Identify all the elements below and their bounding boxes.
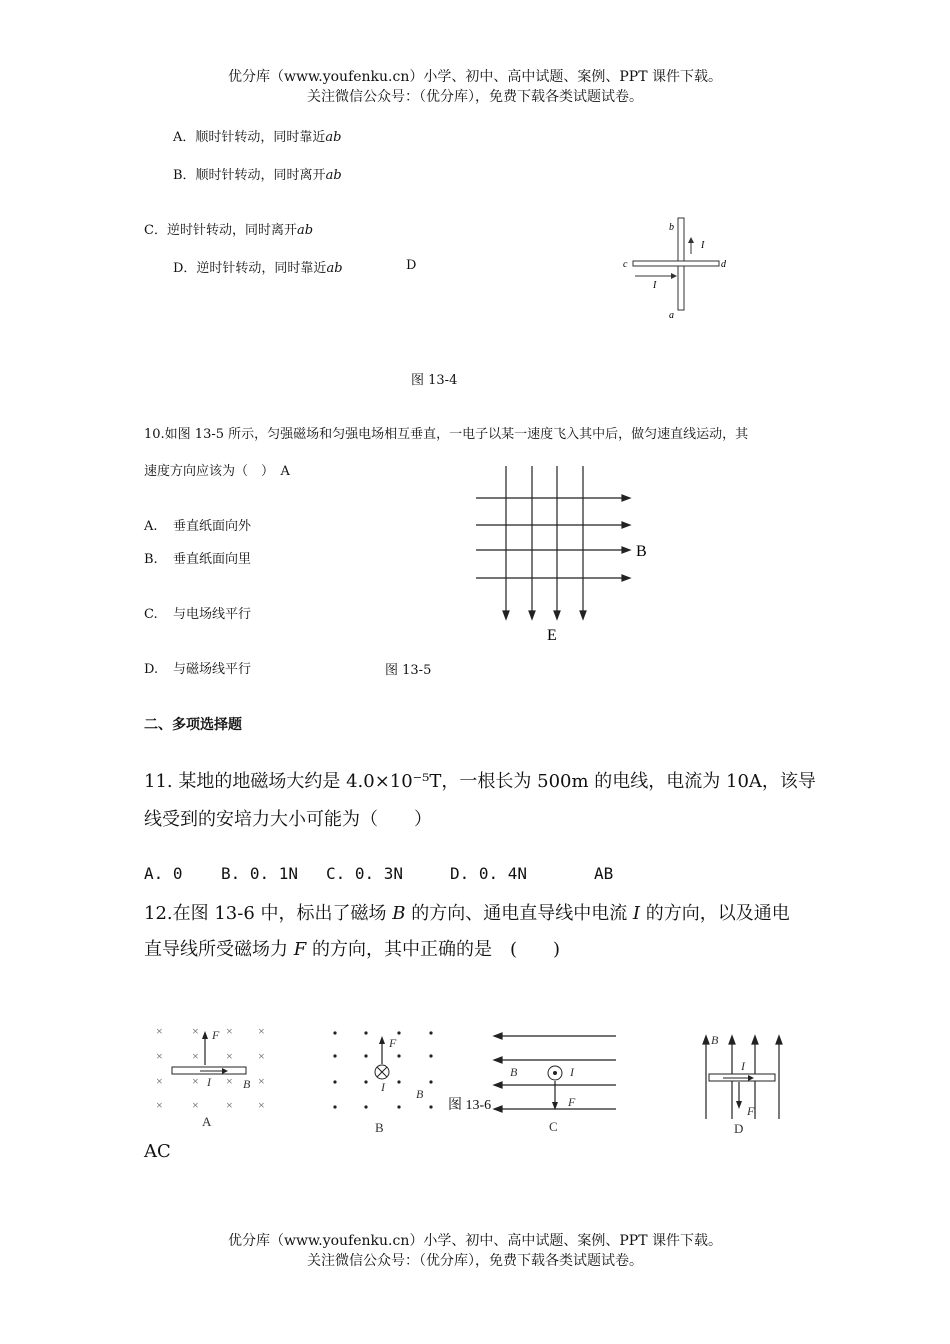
panel-d-label: D bbox=[734, 1121, 744, 1136]
q12-answer: AC bbox=[144, 1141, 171, 1162]
q12-l2-a: 直导线所受磁场力 bbox=[144, 939, 294, 960]
panel-c-i: I bbox=[570, 1065, 574, 1079]
q11-option-b: B. 0. 1N bbox=[221, 864, 299, 883]
figure-13-5-caption: 图 13-5 bbox=[385, 663, 432, 678]
panel-c bbox=[494, 1033, 616, 1134]
q9-option-b-var: ab bbox=[325, 168, 342, 183]
label-b: b bbox=[669, 222, 674, 233]
label-i-bottom: I bbox=[653, 280, 657, 291]
header-line-2: 关注微信公众号：（优分库），免费下载各类试题试卷。 bbox=[307, 89, 643, 105]
figure-13-6 bbox=[140, 1015, 810, 1140]
panel-d bbox=[703, 1033, 782, 1136]
q10-line-2: 速度方向应该为（ ） A bbox=[144, 464, 290, 479]
panel-c-b: B bbox=[510, 1065, 518, 1079]
q12-line-1 bbox=[144, 899, 790, 925]
panel-b-b: B bbox=[416, 1087, 424, 1101]
footer-line-2: 关注微信公众号：（优分库），免费下载各类试题试卷。 bbox=[307, 1253, 643, 1269]
label-i-top: I bbox=[701, 240, 705, 251]
svg-text:×: × bbox=[192, 1098, 199, 1112]
q10-option-a bbox=[144, 515, 251, 534]
svg-text:×: × bbox=[192, 1074, 199, 1088]
figure-13-5 bbox=[470, 462, 660, 652]
q9-option-a bbox=[173, 126, 341, 145]
label-c: c bbox=[623, 259, 628, 270]
svg-text:×: × bbox=[156, 1098, 163, 1112]
q12-line-2 bbox=[144, 935, 560, 961]
q12-l1-b: B bbox=[392, 903, 406, 924]
panel-a bbox=[156, 1024, 265, 1129]
q10-option-a-key: A. bbox=[144, 519, 158, 534]
figure-13-6-caption: 图 13-6 bbox=[448, 1098, 492, 1113]
panel-a-label: A bbox=[202, 1114, 212, 1129]
footer-line-1: 优分库（www.youfenku.cn）小学、初中、高中试题、案例、PPT 课件下载。 bbox=[227, 1233, 722, 1249]
panel-b bbox=[333, 1031, 432, 1135]
label-b-field: B bbox=[636, 543, 647, 560]
q10-line-1: 10.如图 13-5 所示，匀强磁场和匀强电场相互垂直，一电子以某一速度飞入其中后，做匀速直线运动，其 bbox=[144, 427, 749, 442]
q9-option-d bbox=[173, 257, 343, 276]
panel-d-b: B bbox=[711, 1033, 719, 1047]
q10-option-d-key: D. bbox=[144, 662, 159, 677]
panel-d-i: I bbox=[741, 1059, 745, 1073]
q11-line-1: 11. 某地的地磁场大约是 4.0×10⁻⁵T，一根长为 500m 的电线，电流为 10A，该导 bbox=[144, 771, 816, 792]
q10-option-b-key: B. bbox=[144, 552, 158, 567]
q10-option-c-text: 与电场线平行 bbox=[173, 607, 252, 622]
q9-option-a-var: ab bbox=[325, 130, 342, 145]
current-arrowhead-right bbox=[671, 273, 677, 279]
header-line-1: 优分库（www.youfenku.cn）小学、初中、高中试题、案例、PPT 课件下载。 bbox=[227, 69, 722, 85]
q10-option-a-text: 垂直纸面向外 bbox=[173, 519, 252, 534]
b-field-lines bbox=[476, 495, 630, 581]
q12-l2-c: 的方向，其中正确的是 ( ) bbox=[306, 939, 560, 960]
panel-b-f: F bbox=[389, 1036, 397, 1050]
q12-l2-b: F bbox=[293, 939, 307, 960]
q12-l1-a: 12.在图 13-6 中，标出了磁场 bbox=[144, 903, 393, 924]
q9-option-d-text: D．逆时针转动，同时靠近 bbox=[173, 261, 327, 276]
panel-c-f: F bbox=[568, 1095, 576, 1109]
q9-option-d-var: ab bbox=[326, 261, 343, 276]
q9-option-c bbox=[144, 219, 313, 238]
label-d: d bbox=[721, 259, 726, 270]
q10-option-b-text: 垂直纸面向里 bbox=[173, 552, 252, 567]
current-arrowhead-up bbox=[688, 237, 694, 243]
e-field-lines bbox=[503, 466, 586, 619]
svg-text:×: × bbox=[192, 1049, 199, 1063]
label-a: a bbox=[669, 310, 674, 321]
panel-b-label: B bbox=[375, 1120, 384, 1135]
wire-cd bbox=[633, 261, 719, 266]
panel-c-label: C bbox=[549, 1119, 558, 1134]
svg-text:×: × bbox=[192, 1024, 199, 1038]
label-e-field: E bbox=[547, 627, 557, 644]
q10-option-b bbox=[144, 548, 251, 567]
panel-a-f: F bbox=[212, 1028, 220, 1042]
q10-option-d bbox=[144, 658, 251, 677]
q12-l1-e: 的方向，以及通电 bbox=[640, 903, 790, 924]
svg-text:×: × bbox=[258, 1098, 265, 1112]
q9-option-b bbox=[173, 164, 342, 183]
q10-option-c-key: C. bbox=[144, 607, 158, 622]
svg-text:×: × bbox=[258, 1024, 265, 1038]
svg-text:×: × bbox=[156, 1024, 163, 1038]
q9-option-b-text: B．顺时针转动，同时离开 bbox=[173, 168, 326, 183]
panel-a-b: B bbox=[243, 1077, 251, 1091]
q9-option-c-text: C．逆时针转动，同时离开 bbox=[144, 223, 297, 238]
q11-option-a: A. 0 bbox=[144, 864, 183, 883]
q11-option-d: D. 0. 4N bbox=[450, 864, 528, 883]
q11-answer: AB bbox=[594, 864, 614, 883]
figure-13-4-caption: 图 13-4 bbox=[411, 373, 458, 388]
q10-option-c bbox=[144, 603, 251, 622]
q12-l1-d: I bbox=[632, 903, 641, 924]
panel-a-i: I bbox=[207, 1075, 211, 1089]
svg-text:×: × bbox=[226, 1024, 233, 1038]
q11-option-c: C. 0. 3N bbox=[326, 864, 404, 883]
q11-line-2: 线受到的安培力大小可能为（ ） bbox=[144, 809, 432, 830]
section-2-title: 二、多项选择题 bbox=[144, 717, 242, 733]
svg-text:×: × bbox=[226, 1098, 233, 1112]
svg-text:×: × bbox=[156, 1049, 163, 1063]
q9-option-c-var: ab bbox=[296, 223, 314, 238]
svg-text:×: × bbox=[226, 1049, 233, 1063]
q9-option-a-text: A．顺时针转动，同时靠近 bbox=[173, 130, 326, 145]
q10-option-d-text: 与磁场线平行 bbox=[173, 662, 252, 677]
panel-d-f: F bbox=[747, 1104, 755, 1118]
svg-text:×: × bbox=[258, 1049, 265, 1063]
svg-text:×: × bbox=[258, 1074, 265, 1088]
q9-answer: D bbox=[406, 258, 417, 273]
panel-b-i: I bbox=[381, 1080, 385, 1094]
q12-l1-c: 的方向、通电直导线中电流 bbox=[405, 903, 633, 924]
figure-13-4 bbox=[615, 212, 735, 324]
svg-text:×: × bbox=[156, 1074, 163, 1088]
svg-text:×: × bbox=[226, 1074, 233, 1088]
